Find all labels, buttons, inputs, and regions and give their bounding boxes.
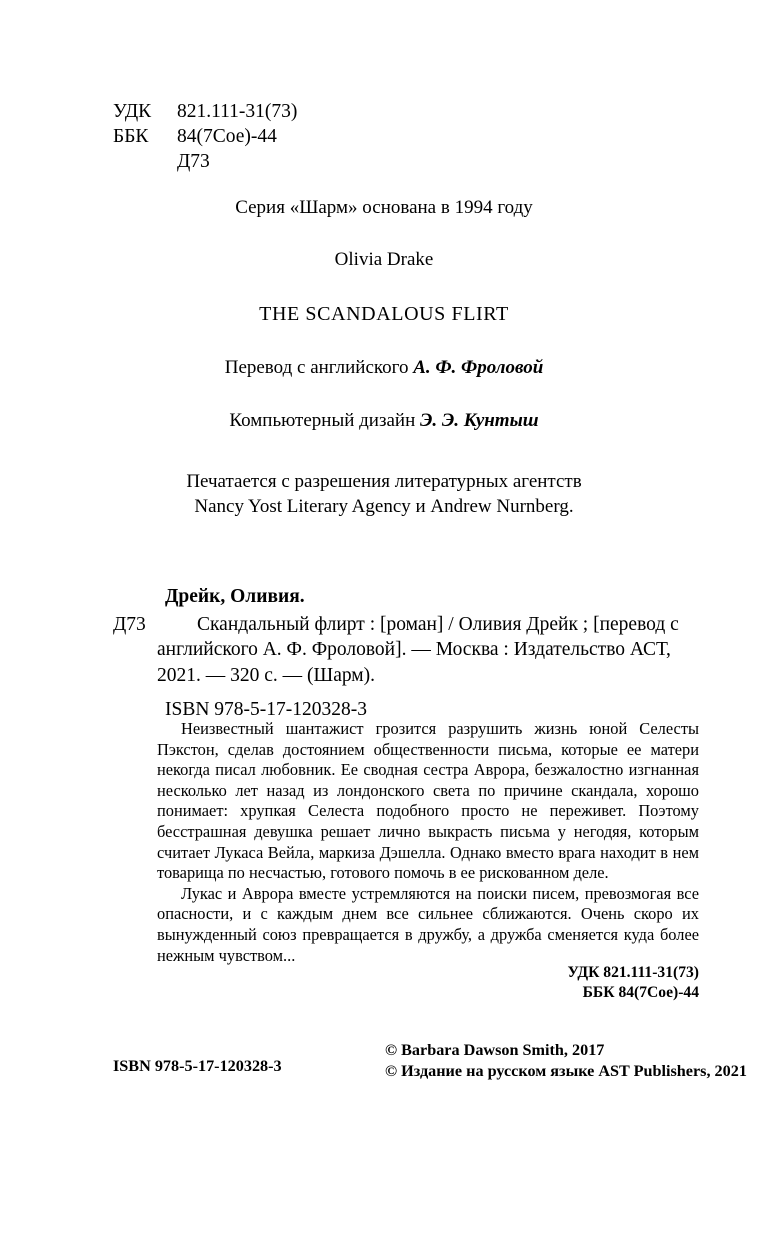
translation-credit-prefix: Перевод с английского bbox=[224, 357, 414, 378]
classification-row-bbk bbox=[113, 124, 297, 149]
classification-row-udk bbox=[113, 99, 297, 124]
design-credit bbox=[0, 408, 768, 433]
record-shelf-sign: Д73 bbox=[113, 613, 146, 635]
classification-row-sign bbox=[113, 149, 297, 174]
annotation-block bbox=[157, 719, 699, 966]
footer-block bbox=[113, 1040, 747, 1082]
designer-name: Э. Э. Кунтыш bbox=[420, 410, 539, 431]
classification-label-udk: УДК bbox=[113, 101, 152, 122]
copyright-original: © Barbara Dawson Smith, 2017 bbox=[385, 1041, 605, 1059]
record-isbn: ISBN 978-5-17-120328-3 bbox=[165, 699, 368, 720]
bibliographic-record bbox=[113, 584, 703, 723]
record-description: Скандальный флирт : [роман] / Оливия Дрейк ; [перевод с английского А. Ф. Фроловой]. — Москва : Издательство АСТ, 2021. — 320 с. — (Шарм). bbox=[157, 613, 679, 686]
permission-line-2: Nancy Yost Literary Agency и Andrew Nurnberg. bbox=[194, 496, 574, 517]
original-author: Olivia Drake bbox=[334, 249, 434, 270]
original-title: THE SCANDALOUS FLIRT bbox=[259, 303, 509, 325]
permission-block bbox=[0, 469, 768, 519]
classification-label-bbk: ББК bbox=[113, 126, 149, 147]
classification-value-sign: Д73 bbox=[177, 151, 210, 172]
annotation-paragraph-2: Лукас и Аврора вместе устремляются на поиски писем, превозмогая все опасности, и с каждым днем все сильнее сближаются. Очень скоро их вынужденный союз превращается в дружбу, а дружба сменяется куда более нежным чувством... bbox=[157, 883, 699, 965]
classification-repeat-udk: УДК 821.111-31(73) bbox=[567, 964, 699, 981]
record-body bbox=[113, 612, 703, 689]
classification-value-udk: 821.111-31(73) bbox=[177, 101, 298, 122]
footer-isbn: ISBN 978-5-17-120328-3 bbox=[113, 1057, 282, 1075]
design-credit-prefix: Компьютерный дизайн bbox=[229, 410, 421, 431]
translator-name: А. Ф. Фроловой bbox=[413, 357, 544, 378]
permission-line-1: Печатается с разрешения литературных агентств bbox=[186, 471, 582, 492]
copyright-russian: © Издание на русском языке AST Publishers, 2021 bbox=[385, 1062, 747, 1080]
classification-block bbox=[113, 99, 297, 174]
classification-value-bbk: 84(7Сое)-44 bbox=[177, 126, 277, 147]
footer-rights bbox=[385, 1040, 747, 1082]
series-line: Серия «Шарм» основана в 1994 году bbox=[235, 197, 533, 218]
record-author-heading: Дрейк, Оливия. bbox=[165, 586, 305, 607]
annotation-paragraph-1: Неизвестный шантажист грозится разрушить жизнь юной Селесты Пэкстон, сделав достоянием общественности письма, которые ее матери некогда писал любовник. Ее сводная сестра Аврора, безжалостно изгнанная несколько лет назад из лондонского света по причине скандала, хорошо понимает: хрупкая Селеста подобного просто не переживет. Поэтому бесстрашная девушка решает лично выкрасть письма у негодяя, которым считает Лукаса Вейла, маркиза Дэшелла. Однако вместо врага находит в нем товарища по несчастью, готового помочь в ее рискованном деле. bbox=[157, 719, 699, 883]
translation-credit bbox=[0, 355, 768, 380]
front-matter-block bbox=[0, 196, 768, 519]
classification-repeat-bbk: ББК 84(7Сое)-44 bbox=[582, 983, 699, 1001]
classification-repeat-block bbox=[0, 963, 699, 1002]
